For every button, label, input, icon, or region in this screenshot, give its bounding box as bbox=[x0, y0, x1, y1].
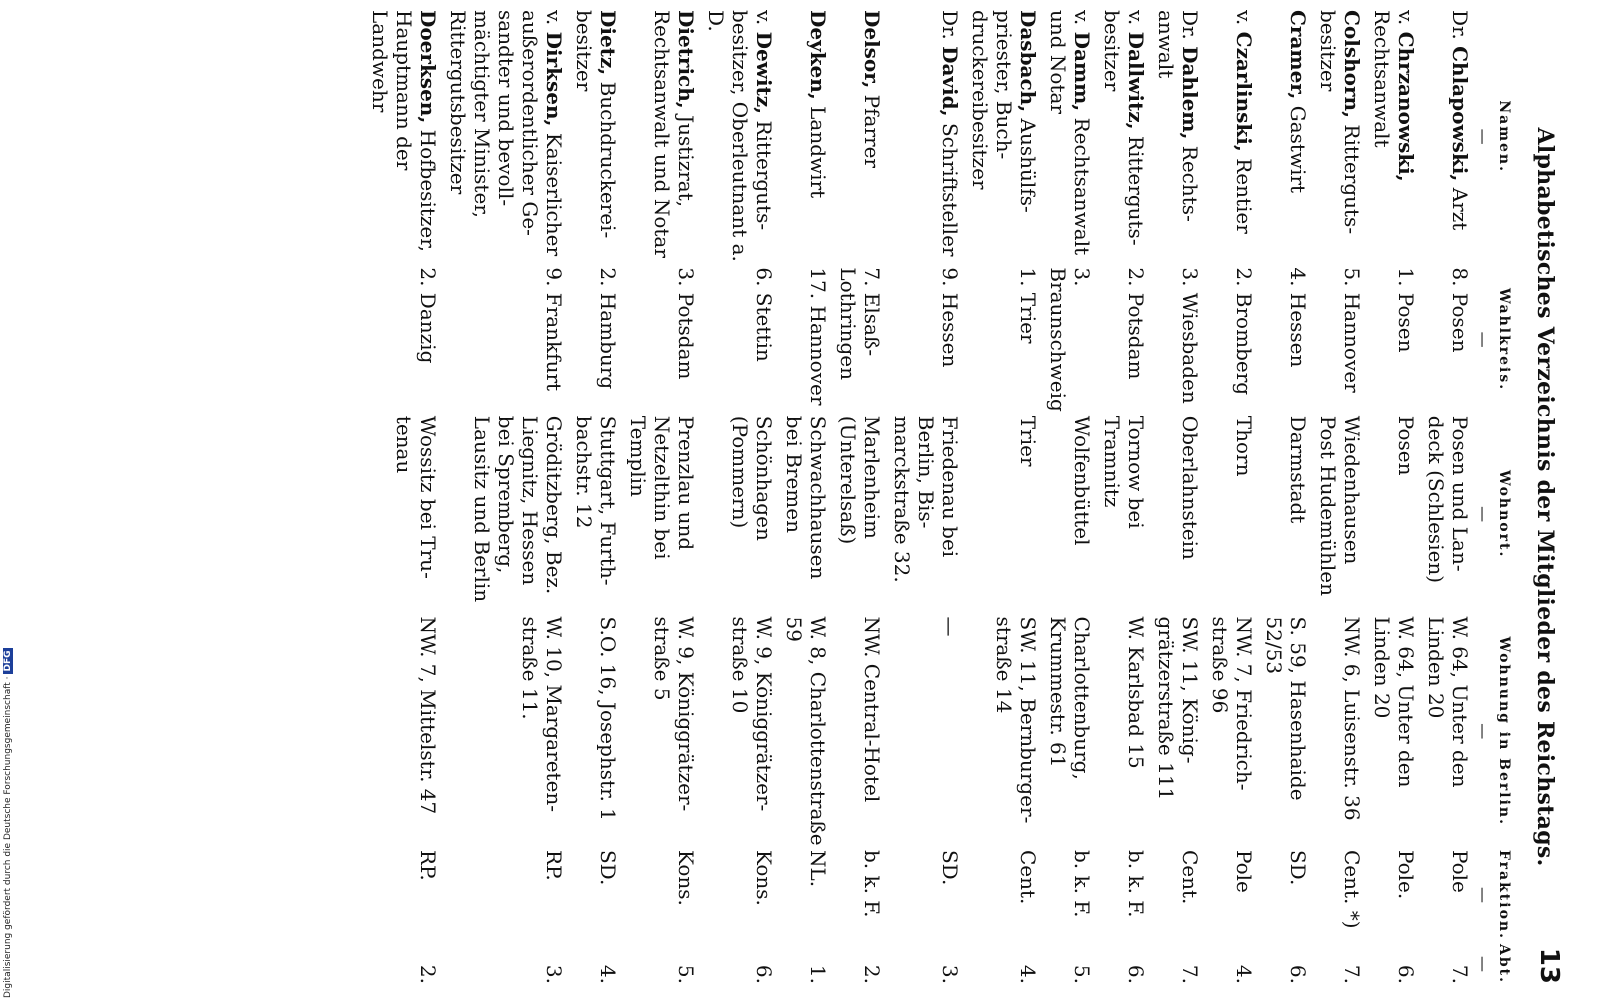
wahlkreis-cell: 2. Potsdam bbox=[1124, 267, 1148, 380]
wohnort-cell: Wossitz bei Trutenau bbox=[392, 415, 440, 579]
rotated-page-content bbox=[4, 2, 1566, 992]
footer bbox=[3, 620, 21, 998]
abteilung-cell: 2. bbox=[860, 964, 884, 984]
wohnort-cell: Schönhagen (Pommern) bbox=[728, 415, 776, 541]
fraktion-cell: RP. bbox=[542, 849, 566, 881]
fraktion-cell: Kons. bbox=[752, 849, 776, 906]
wohnort-cell: Prenzlau und Netzelthin bei Templin bbox=[626, 415, 698, 560]
wahlkreis-cell: 2. Hamburg bbox=[596, 267, 620, 390]
member-name-cell bbox=[776, 8, 830, 265]
abteilung-cell: 5. bbox=[674, 964, 698, 984]
header-dash: — bbox=[1474, 886, 1493, 903]
member-surname: Chlapowski, bbox=[1448, 46, 1472, 182]
fraktion-cell: Kons. bbox=[674, 849, 698, 906]
member-surname: Cramer, bbox=[1286, 10, 1310, 100]
member-surname: Dahlem, bbox=[1178, 46, 1202, 140]
member-prefix: v. bbox=[1232, 10, 1256, 26]
abteilung-cell: 3. bbox=[938, 964, 962, 984]
column-header-fraktion: Fraktion. bbox=[1496, 849, 1512, 940]
berlin-address-cell: SW. 11, Königgrätzerstraße 111 bbox=[1154, 616, 1202, 801]
member-name-cell bbox=[362, 8, 440, 265]
member-surname: Damm, bbox=[1070, 31, 1094, 112]
member-surname: Dallwitz, bbox=[1124, 31, 1148, 130]
abteilung-cell: 7. bbox=[1178, 964, 1202, 984]
member-name-cell bbox=[1418, 8, 1472, 265]
header-dash: — bbox=[1474, 723, 1493, 740]
abteilung-cell: 5. bbox=[1070, 964, 1094, 984]
wahlkreis-cell: 8. Posen bbox=[1448, 267, 1472, 353]
wahlkreis-cell: 3. Potsdam bbox=[674, 267, 698, 380]
column-header-wohnung-berlin: Wohnung in Berlin. bbox=[1496, 636, 1512, 826]
table-row bbox=[440, 8, 566, 986]
table-row bbox=[1148, 8, 1202, 986]
column-header-namen: Namen. bbox=[1496, 100, 1512, 173]
wahlkreis-cell: 6. Stettin bbox=[752, 267, 776, 362]
table-row bbox=[1094, 8, 1148, 986]
fraktion-cell: Pole bbox=[1448, 849, 1472, 893]
fraktion-cell: NL. bbox=[806, 849, 830, 888]
fraktion-cell: Cent. bbox=[1016, 849, 1040, 905]
abteilung-cell: 1. bbox=[806, 964, 830, 984]
berlin-address-cell: Charlottenburg, Krummestr. 61 bbox=[1046, 616, 1094, 780]
footer-text-line bbox=[3, 620, 19, 998]
member-occupation: Rechtsanwalt bbox=[1154, 10, 1202, 222]
member-name-cell bbox=[1364, 8, 1418, 265]
member-occupation: Rittergutsbesitzer bbox=[1100, 10, 1148, 246]
wohnort-cell: Stuttgart, Furthbachstr. 12 bbox=[572, 415, 620, 586]
table-row bbox=[1256, 8, 1310, 986]
table-row bbox=[884, 8, 962, 986]
member-name-cell bbox=[440, 8, 566, 265]
member-surname: Dietrich, bbox=[674, 10, 698, 109]
member-occupation: Arzt bbox=[1448, 187, 1472, 231]
berlin-address-cell: SW. 11, Bernburgerstraße 14 bbox=[992, 616, 1040, 824]
berlin-address-cell: S. 59, Hasenhaide 52/53 bbox=[1262, 616, 1310, 801]
berlin-address-cell: S.O. 16, Josephstr. 1 bbox=[596, 616, 620, 821]
berlin-address-cell: W. 10, Margaretenstraße 11. bbox=[518, 616, 566, 813]
berlin-address-cell: NW. 6, Luisenstr. 36 bbox=[1340, 616, 1364, 821]
fraktion-cell: Cent. *) bbox=[1340, 849, 1364, 929]
member-surname: Dasbach, bbox=[1016, 10, 1040, 113]
abteilung-cell: 7. bbox=[1448, 964, 1472, 984]
member-name-cell bbox=[830, 8, 884, 265]
page-title: Alphabetisches Verzeichnis der Mitglieder des Reichstags. bbox=[1532, 127, 1558, 867]
fraktion-cell: b. k. F. bbox=[1124, 849, 1148, 918]
member-surname: Colshorn, bbox=[1340, 10, 1364, 119]
wahlkreis-cell: 5. Hannover bbox=[1340, 267, 1364, 393]
member-prefix: v. bbox=[752, 10, 776, 26]
abteilung-cell: 6. bbox=[1286, 964, 1310, 984]
column-header-wahlkreis: Wahlkreis. bbox=[1496, 288, 1512, 392]
berlin-address-cell: W. 64, Unter den Linden 20 bbox=[1370, 616, 1418, 788]
member-name-cell bbox=[566, 8, 620, 265]
fraktion-cell: b. k. F. bbox=[860, 849, 884, 918]
member-prefix: Dr. bbox=[1448, 10, 1472, 40]
page-number: 13 bbox=[1534, 947, 1564, 984]
wohnort-cell: Friedenau bei Berlin, Bismarckstraße 32. bbox=[890, 415, 962, 583]
member-occupation: Buchdruckereibesitzer bbox=[572, 10, 620, 239]
header-dash: — bbox=[1474, 506, 1493, 523]
fraktion-cell: SD. bbox=[1286, 849, 1310, 886]
wohnort-cell: Wiedenhausen Post Hudemühlen bbox=[1316, 415, 1364, 596]
berlin-address-cell: NW. Central-Hotel bbox=[860, 616, 884, 803]
abteilung-cell: 4. bbox=[1232, 964, 1256, 984]
fraktion-cell: SD. bbox=[938, 849, 962, 886]
wohnort-cell: Gröditzberg, Bez. Liegnitz, Hessen bei Spremberg, Lausitz und Berlin bbox=[470, 415, 566, 603]
table-row bbox=[1364, 8, 1418, 986]
members-table-body bbox=[362, 8, 1472, 986]
abteilung-cell: 4. bbox=[596, 964, 620, 984]
abteilung-cell: 7. bbox=[1340, 964, 1364, 984]
table-row bbox=[962, 8, 1040, 986]
wohnort-cell: Darmstadt bbox=[1286, 415, 1310, 524]
wohnort-cell: Tornow bei Tramnitz bbox=[1100, 415, 1148, 529]
member-prefix: v. bbox=[1394, 10, 1418, 26]
wohnort-cell: Posen bbox=[1394, 415, 1418, 476]
member-occupation: Rechtsanwalt bbox=[1370, 10, 1394, 148]
table-row bbox=[1418, 8, 1472, 986]
member-name-cell bbox=[1310, 8, 1364, 265]
member-surname: Deyken, bbox=[806, 10, 830, 100]
fraktion-cell: RP. bbox=[416, 849, 440, 881]
member-occupation: Rittergutsbesitzer bbox=[1316, 10, 1364, 235]
member-name-cell bbox=[962, 8, 1040, 265]
member-occupation: Rittergutsbesitzer, Oberleutnant a. D. bbox=[704, 10, 776, 262]
wohnort-cell: Posen und Landeck (Schlesien) bbox=[1424, 415, 1472, 584]
member-prefix: Dr. bbox=[938, 10, 962, 40]
fraktion-cell: b. k. F. bbox=[1070, 849, 1094, 918]
members-table bbox=[362, 8, 1520, 986]
wahlkreis-cell: 9. Hessen bbox=[938, 267, 962, 368]
member-surname: Dietz, bbox=[596, 10, 620, 76]
member-surname: Dirksen, bbox=[542, 31, 566, 127]
member-occupation: Schriftsteller bbox=[938, 122, 962, 257]
member-name-cell bbox=[1202, 8, 1256, 265]
abteilung-cell: 6. bbox=[1124, 964, 1148, 984]
wohnort-cell: Wolfenbüttel bbox=[1070, 415, 1094, 546]
berlin-address-cell: W. 64, Unter den Linden 20 bbox=[1424, 616, 1472, 788]
table-row bbox=[830, 8, 884, 986]
wohnort-cell: Thorn bbox=[1232, 415, 1256, 477]
member-surname: Dewitz, bbox=[752, 31, 776, 115]
header-dash: — bbox=[1474, 331, 1493, 348]
header-dash: — bbox=[1474, 955, 1493, 972]
table-row bbox=[1310, 8, 1364, 986]
wahlkreis-cell: 4. Hessen bbox=[1286, 267, 1310, 368]
member-occupation: Rentier bbox=[1232, 158, 1256, 234]
member-name-cell bbox=[698, 8, 776, 265]
wahlkreis-cell: 3. Wiesbaden bbox=[1178, 267, 1202, 404]
member-surname: Chrzanowski, bbox=[1394, 31, 1418, 182]
column-header-wohnort: Wohnort. bbox=[1496, 469, 1512, 559]
member-prefix: v. bbox=[1070, 10, 1094, 26]
member-name-cell bbox=[1148, 8, 1202, 265]
berlin-address-cell: NW. 7, Mittelstr. 47 bbox=[416, 616, 440, 815]
berlin-address-cell: W. 9, Königgrätzerstraße 5 bbox=[650, 616, 698, 812]
abteilung-cell: 6. bbox=[1394, 964, 1418, 984]
member-surname: David, bbox=[938, 46, 962, 117]
member-occupation: Landwirt bbox=[806, 106, 830, 199]
member-prefix: v. bbox=[542, 10, 566, 26]
wahlkreis-cell: 2. Danzig bbox=[416, 267, 440, 364]
table-header-row bbox=[1490, 8, 1520, 986]
wahlkreis-cell: 1. Posen bbox=[1394, 267, 1418, 353]
abteilung-cell: 6. bbox=[752, 964, 776, 984]
berlin-address-cell: — bbox=[938, 616, 962, 637]
table-row bbox=[776, 8, 830, 986]
table-row bbox=[566, 8, 620, 986]
member-prefix: v. bbox=[1124, 10, 1148, 26]
table-row bbox=[620, 8, 698, 986]
fraktion-cell: Pole. bbox=[1394, 849, 1418, 900]
fraktion-cell: SD. bbox=[596, 849, 620, 886]
table-row bbox=[362, 8, 440, 986]
member-occupation: Gastwirt bbox=[1286, 105, 1310, 194]
wahlkreis-cell: 3. Braunschweig bbox=[1046, 267, 1094, 412]
member-name-cell bbox=[1256, 8, 1310, 265]
member-occupation: Pfarrer bbox=[860, 94, 884, 168]
column-header-abt: Abt. bbox=[1496, 943, 1512, 984]
wohnort-cell: Schwachhausen bei Bremen bbox=[782, 415, 830, 580]
header-dash-row bbox=[1472, 8, 1490, 986]
member-name-cell bbox=[1094, 8, 1148, 265]
berlin-address-cell: NW. 7, Friedrichstraße 96 bbox=[1208, 616, 1256, 791]
wahlkreis-cell: 1. Trier bbox=[1016, 267, 1040, 344]
dfg-logo: DFG bbox=[3, 650, 13, 672]
wohnort-cell: Marlenheim (Unterelsaß) bbox=[836, 415, 884, 545]
wahlkreis-cell: 7. Elsaß-Lothringen bbox=[836, 267, 884, 380]
member-occupation: Aushülfspriester, Buchdruckereibesitzer bbox=[968, 10, 1040, 213]
member-surname: Doerksen, bbox=[416, 10, 440, 124]
member-prefix: Dr. bbox=[1178, 10, 1202, 40]
member-occupation: Kaiserlicher außerordentlicher Gesandter und bevollmächtigter Minister, Rittergutsbesitzer bbox=[446, 10, 566, 257]
berlin-address-cell: W. 9, Königgrätzerstraße 10 bbox=[728, 616, 776, 812]
member-occupation: Rechtsanwalt und Notar bbox=[1046, 10, 1094, 256]
header-dash: — bbox=[1474, 128, 1493, 145]
fraktion-cell: Pole bbox=[1232, 849, 1256, 893]
abteilung-cell: 4. bbox=[1016, 964, 1040, 984]
member-name-cell bbox=[884, 8, 962, 265]
wahlkreis-cell: 17. Hannover bbox=[806, 267, 830, 406]
table-row bbox=[1202, 8, 1256, 986]
member-name-cell bbox=[1040, 8, 1094, 265]
member-surname: Czarlinski, bbox=[1232, 31, 1256, 152]
berlin-address-cell: W. 8, Charlottenstraße 59 bbox=[782, 616, 830, 846]
member-name-cell bbox=[620, 8, 698, 265]
wahlkreis-cell: 2. Bromberg bbox=[1232, 267, 1256, 396]
abteilung-cell: 3. bbox=[542, 964, 566, 984]
berlin-address-cell: W. Karlsbad 15 bbox=[1124, 616, 1148, 769]
table-row bbox=[1040, 8, 1094, 986]
fraktion-cell: Cent. bbox=[1178, 849, 1202, 905]
abteilung-cell: 2. bbox=[416, 964, 440, 984]
footer-text: Digitalisierung gefördert durch die Deutsche Forschungsgemeinschaft · bbox=[3, 676, 13, 998]
member-surname: Delsor, bbox=[860, 10, 884, 89]
wahlkreis-cell: 9. Frankfurt bbox=[542, 267, 566, 392]
wohnort-cell: Trier bbox=[1016, 415, 1040, 467]
wohnort-cell: Oberlahnstein bbox=[1178, 415, 1202, 560]
member-occupation: Justizrat, Rechtsanwalt und Notar bbox=[650, 10, 698, 258]
member-occupation: Hofbesitzer, Hauptmann der Landwehr bbox=[368, 10, 440, 252]
table-row bbox=[698, 8, 776, 986]
